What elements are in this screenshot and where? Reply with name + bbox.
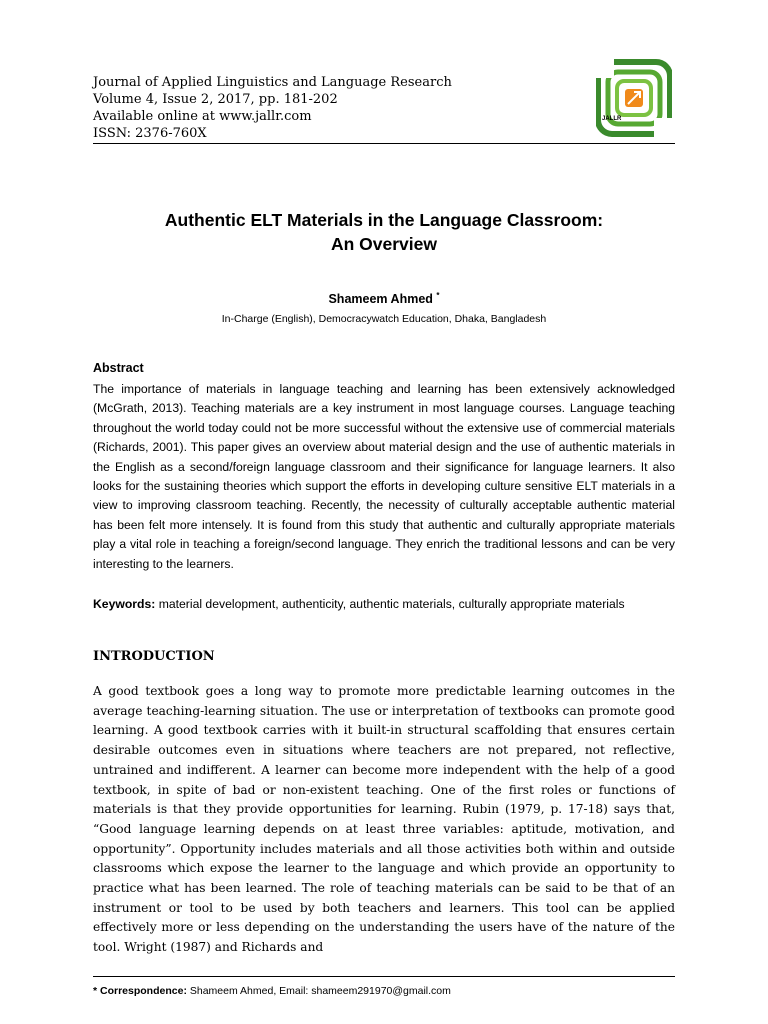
- journal-website: Available online at www.jallr.com: [93, 109, 312, 124]
- journal-issn: ISSN: 2376-760X: [93, 126, 207, 141]
- keywords-text: material development, authenticity, authentic materials, culturally appropriate materials: [158, 597, 625, 611]
- header-divider: [93, 143, 675, 144]
- author-mark: *: [436, 291, 440, 300]
- author-name: [93, 291, 675, 306]
- author-affiliation: In-Charge (English), Democracywatch Education, Dhaka, Bangladesh: [221, 313, 547, 325]
- introduction-paragraph: A good textbook goes a long way to promote more predictable learning outcomes in the average teaching-learning situation. The use or interpretation of textbooks can promote good learning. A good textbook carries with it built-in structural scaffolding that ensures certain desirable outcomes even in situations where teachers are not prepared, not reflective, untrained and indifferent. A learner can become more independent with the help of a good textbook, in spite of bad or non-existent teaching. One of the first roles or functions of materials is that they provide opportunities for learning. Rubin (1979, p. 17-18) says that, “Good language learning depends on at least three variables: aptitude, motivation, and opportunity”. Opportunity includes materials and all those activities both within and outside classrooms which expose the learner to the language and which provide an opportunity to practice what has been learned. The role of teaching materials can be said to be that of an instrument or tool to be used by both teachers and learners. This tool can be applied effectively more or less depending on the understanding the users have of the nature of the tool. Wright (1987) and Richards and: [93, 684, 675, 955]
- journal-name: Journal of Applied Linguistics and Language Research: [93, 75, 452, 90]
- abstract-heading: Abstract: [93, 361, 144, 375]
- footnote-divider: [93, 976, 675, 977]
- title-line-1: Authentic ELT Materials in the Language Classroom:: [164, 210, 604, 230]
- article-title: [93, 208, 675, 256]
- correspondence-footnote: [93, 985, 451, 997]
- keywords-label: Keywords:: [93, 597, 156, 611]
- title-line-2: An Overview: [330, 234, 438, 254]
- footnote-label: * Correspondence:: [93, 985, 187, 997]
- journal-logo-icon: [596, 58, 672, 138]
- journal-header: [93, 74, 452, 142]
- logo-caption: JALLR: [602, 116, 622, 122]
- keywords: [93, 595, 675, 614]
- journal-volume: Volume 4, Issue 2, 2017, pp. 181-202: [93, 92, 338, 107]
- section-heading-introduction: INTRODUCTION: [93, 649, 215, 664]
- author-text: Shameem Ahmed: [328, 292, 433, 307]
- footnote-text: Shameem Ahmed, Email: shameem291970@gmail.com: [186, 985, 451, 997]
- abstract-text: The importance of materials in language teaching and learning has been extensively acknowledged (McGrath, 2013). Teaching materials are a key instrument in most language courses. Language teaching throughout the world today could not be more successful without the extensive use of commercial materials (Richards, 2001). This paper gives an overview about material design and the use of authentic materials in the English as a second/foreign language classroom and their significance for language learners. It also looks for the sustaining theories which support the efforts in developing culture sensitive ELT materials in a view to improving classroom teaching. Recently, the necessity of culturally acceptable authentic material has been felt more intensely. It is found from this study that authentic and culturally appropriate materials play a vital role in teaching a foreign/second language. They enrich the traditional lessons and can be very interesting to the learners.: [93, 382, 675, 571]
